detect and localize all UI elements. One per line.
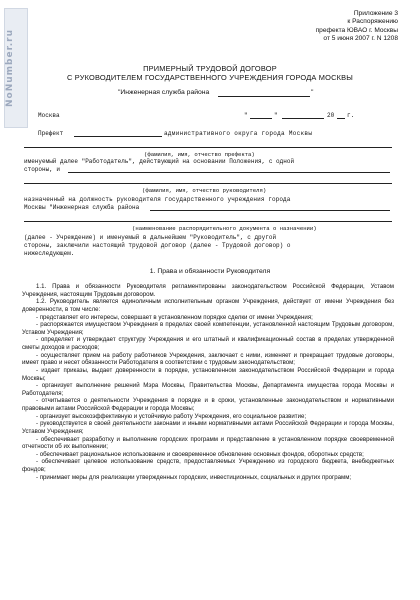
parties-line-1: (далее - Учреждение) и именуемый в дальнейшем "Руководитель", с другой (24, 234, 277, 241)
prefect-label: Префект (38, 130, 64, 137)
paragraph: 1.1. Права и обязанности Руководителя регламентированы законодательством Российской Федерации, Уставом Учреждения, настоящим Трудовым договором. (22, 283, 394, 298)
year: 20 (327, 112, 335, 119)
paragraph: - определяет и утверждает структуру Учреждения и его штатный и квалификационный состав в пределах утвержденной сметы доходов и расходов; (22, 336, 394, 351)
employer-line-2: стороны, и (24, 166, 61, 173)
appendix-line: от 5 июня 2007 г. N 1208 (323, 34, 398, 42)
paragraph: - осуществляет прием на работу работников Учреждения, заключает с ними, изменяет и прекращает трудовые договоры, имеет право и несет обязанности Работодателя в соответствии с трудовым законодательством; (22, 351, 394, 367)
blank-line (282, 118, 324, 119)
paragraph: - отчитывается о деятельности Учреждения в порядке и в сроки, установленные законодательством и нормативными правовыми актами Российской Федерации и города Москвы; (22, 397, 394, 412)
city: Москва (38, 112, 60, 119)
paragraph: - представляет его интересы, совершает в установленном порядке сделки от имени Учреждения; (36, 313, 313, 321)
section-heading: 1. Права и обязанности Руководителя (149, 268, 271, 275)
year-suffix: г. (347, 112, 355, 119)
document-title: ПРИМЕРНЫЙ ТРУДОВОЙ ДОГОВОР (143, 64, 277, 73)
blank-line (24, 183, 392, 184)
appendix-line: Приложение 3 (353, 10, 398, 17)
blank-line (250, 118, 272, 119)
paragraph: - принимает меры для реализации утвержденных городских, инвестиционных, социальных и других программ; (36, 473, 352, 481)
watermark: NoNumber.ru (4, 8, 28, 128)
paragraph: - организует высокоэффективную и устойчивую работу Учреждения, его социальное развитие; (36, 412, 307, 420)
prefect-tail: административного округа города Москвы (164, 130, 313, 137)
blank-line (24, 221, 392, 222)
appendix-header (316, 10, 398, 43)
appendix-line: префекта ЮВАО г. Москвы (315, 26, 398, 34)
blank-line (150, 210, 390, 211)
paragraph: - обеспечивает разработку и выполнение городских программ и представление в установленном порядке своевременной отчетности об их выполнении; (22, 435, 394, 451)
section-body (22, 283, 394, 481)
institution-close-quote: " (311, 89, 314, 96)
appointed-line-1: назначенный на должность руководителя государственного учреждения города (24, 196, 291, 203)
blank-line (218, 96, 310, 97)
paragraph: - обеспечивает рациональное использование и своевременное обновление основных фондов, оборотных средств; (36, 450, 364, 458)
paragraph: - организует выполнение решений Мэра Москвы, Правительства Москвы, Департамента имущества города Москвы и Работодателя; (22, 382, 394, 397)
caption-prefect: (фамилия, имя, отчество префекта) (144, 151, 255, 158)
blank-line (337, 118, 345, 119)
institution-line: "Инженерная служба района (118, 89, 210, 96)
paragraph: - распоряжается имуществом Учреждения в пределах своей компетенции, установленной настоящим Трудовым договором, Уставом Учреждения; (22, 321, 394, 336)
blank-line (24, 147, 392, 148)
date-quote-close: " (274, 112, 278, 119)
parties-line-2: стороны, заключили настоящий трудовой договор (далее - Трудовой договор) о (24, 242, 291, 249)
document-subtitle: С РУКОВОДИТЕЛЕМ ГОСУДАРСТВЕННОГО УЧРЕЖДЕНИЯ ГОРОДА МОСКВЫ (66, 73, 354, 82)
appendix-line: к Распоряжению (347, 18, 398, 26)
appointed-line-2: Москвы "Инженерная служба района (24, 204, 140, 211)
paragraph: - руководствуется в своей деятельности законами и иными нормативными актами Российской Федерации и города Москвы, Уставом Учреждения; (22, 420, 394, 435)
employer-line-1: именуемый далее "Работодатель", действующий на основании Положения, с одной (24, 158, 295, 165)
paragraph: - обеспечивает целевое использование средств, предоставляемых Учреждению из городского бюджета, внебюджетных фондов; (22, 458, 394, 473)
paragraph: 1.2. Руководитель является единоличным исполнительным органом Учреждения, действует от имени Учреждения без доверенности, в том числе: (22, 298, 394, 313)
parties-line-3: нижеследующем. (24, 250, 75, 257)
blank-line (68, 172, 390, 173)
caption-head: (фамилия, имя, отчество руководителя) (142, 187, 267, 194)
blank-line (74, 136, 162, 137)
caption-document: (наименование распорядительного документа о назначении) (132, 225, 317, 232)
paragraph: - издает приказы, выдает доверенности в порядке, установленном законодательством Российской Федерации и города Москвы; (22, 366, 394, 382)
date-quote-open: " (244, 112, 248, 119)
